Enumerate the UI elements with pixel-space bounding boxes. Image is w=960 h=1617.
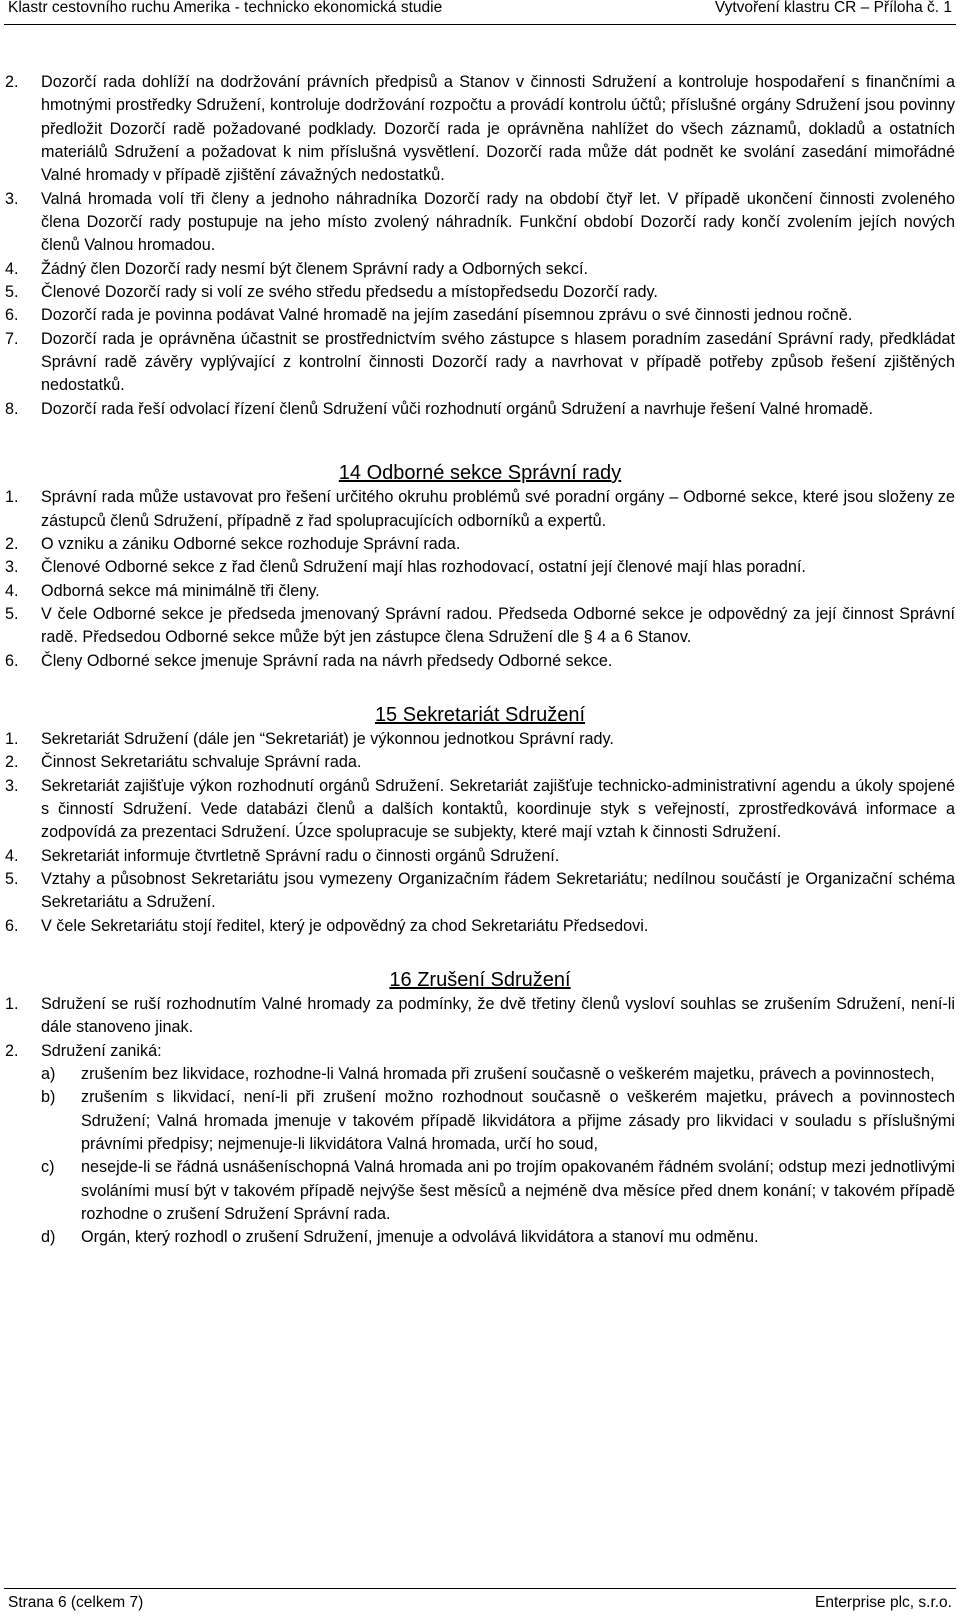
item-number: 7. <box>5 329 19 348</box>
item-text: V čele Odborné sekce je předseda jmenovaný Správní radou. Předseda Odborné sekce je odpovědný za její činnost Správní radě. Předsedou Odborné sekce může být jen zástupce člena Sdružení dle § 4 a 6 Stanov. <box>41 604 955 647</box>
list-item <box>5 556 955 579</box>
header-annex-label: Vytvoření klastru CR – Příloha č. 1 <box>714 0 952 16</box>
sub-item-letter: d) <box>41 1228 56 1247</box>
item-text: Dozorčí rada je povinna podávat Valné hromadě na jejím zasedání písemnou zprávu o své činnosti jednou ročně. <box>41 306 853 325</box>
item-number: 4. <box>5 581 19 600</box>
list-item <box>5 258 955 281</box>
list-item <box>5 188 955 258</box>
item-number: 5. <box>5 283 19 302</box>
item-number: 6. <box>5 651 19 670</box>
sub-item-text: zrušením bez likvidace, rozhodne-li Valná hromada při zrušení současně o veškerém majetku, právech a povinnostech, <box>81 1065 935 1084</box>
item-number: 5. <box>5 604 19 623</box>
item-text: Sdružení zaniká: <box>41 1041 162 1060</box>
item-text: Správní rada může ustavovat pro řešení určitého okruhu problémů své poradní orgány – Odborné sekce, které jsou složeny ze zástupců členů Sdružení, případně z řad spolupracujících odborníků a expertů. <box>41 488 955 530</box>
item-text: Činnost Sekretariátu schvaluje Správní rada. <box>41 753 362 772</box>
item-number: 3. <box>5 776 19 795</box>
item-number: 2. <box>5 1041 19 1060</box>
section-13-continued <box>5 71 955 421</box>
sub-item-letter: a) <box>41 1065 56 1084</box>
item-number: 2. <box>5 753 19 772</box>
page-footer <box>4 1588 956 1611</box>
list-item <box>5 486 955 533</box>
spacer <box>5 673 955 703</box>
item-text: Členové Odborné sekce z řad členů Sdružení mají hlas rozhodovací, ostatní její členové mají hlas poradní. <box>41 558 806 577</box>
item-number: 5. <box>5 869 19 888</box>
list-item <box>5 868 955 915</box>
sub-list-item <box>41 1063 955 1086</box>
item-text: Odborná sekce má minimálně tři členy. <box>41 581 320 600</box>
item-number: 8. <box>5 399 19 418</box>
item-number: 2. <box>5 73 19 91</box>
item-number: 1. <box>5 488 19 507</box>
sub-item-text: zrušením s likvidací, není-li při zrušení možno rozhodnout současně o veškerém majetku, právech a povinnostech Sdružení; Valná hromada jmenuje v takovém případě likvidátora a přijme zásady pro likvidaci v souladu s příslušnými právními předpisy; nejmenuje-li likvidátora Valná hromada, určí ho soud, <box>81 1088 955 1154</box>
item-number: 6. <box>5 916 19 935</box>
item-text: Valná hromada volí tři členy a jednoho náhradníka Dozorčí rady na období čtyř let. V případě ukončení činnosti zvoleného člena Dozorčí rady postupuje na jeho místo zvolený náhradník. Funkční období Dozorčí rady končí zvolením jejích nových členů Valnou hromadou. <box>41 189 955 255</box>
item-text: Dozorčí rada dohlíží na dodržování právních předpisů a Stanov v činnosti Sdružení a kontroluje hospodaření s finančními a hmotnými prostředky Sdružení, kontroluje dodržování rozpočtu a provádí kontrolu účtů; příslušné orgány Sdružení jsou povinny předložit Dozorčí radě požadované podklady. Dozorčí rada je oprávněna nahlížet do všech záznamů, dokladů a ostatních materiálů Sdružení a požadovat k nim příslušná vysvětlení. Dozorčí rada může dát podnět ke svolání zasedání mimořádné Valné hromady v případě zjištění závažných nedostatků. <box>41 73 955 185</box>
spacer <box>5 421 955 461</box>
item-text: Sekretariát informuje čtvrtletně Správní radu o činnosti orgánů Sdružení. <box>41 846 560 865</box>
list-item <box>5 580 955 603</box>
list-item <box>5 915 955 938</box>
list-item <box>5 845 955 868</box>
list-item <box>5 533 955 556</box>
list-item <box>5 304 955 327</box>
item-text: Členové Dozorčí rady si volí ze svého středu předsedu a místopředsedu Dozorčí rady. <box>41 283 658 302</box>
item-number: 1. <box>5 729 19 748</box>
list-item <box>5 993 955 1040</box>
list-item <box>5 603 955 650</box>
item-text: V čele Sekretariátu stojí ředitel, který je odpovědný za chod Sekretariátu Předsedovi. <box>41 916 649 935</box>
section-16 <box>5 993 955 1250</box>
item-number: 1. <box>5 995 19 1013</box>
sub-list-item <box>41 1086 955 1156</box>
sub-item-letter: b) <box>41 1088 56 1107</box>
list-item <box>5 751 955 774</box>
item-number: 3. <box>5 189 19 208</box>
sub-list-item <box>41 1156 955 1226</box>
page-header <box>4 0 956 25</box>
list-item <box>5 728 955 751</box>
section-14 <box>5 486 955 673</box>
sub-item-text: nesejde-li se řádná usnášeníschopná Valná hromada ani po trojím opakovaném řádném svolání; odstup mezi jednotlivými svoláními musí být v takovém případě nejvýše šest měsíců a nejméně dva měsíce před dnem konání; v takovém případě rozhodne o zrušení Sdružení Správní rada. <box>81 1158 955 1224</box>
section-heading-16: 16 Zrušení Sdružení <box>389 969 571 991</box>
header-document-title: Klastr cestovního ruchu Amerika - technicko ekonomická studie <box>8 0 443 16</box>
item-text: Členy Odborné sekce jmenuje Správní rada na návrh předsedy Odborné sekce. <box>41 651 613 670</box>
item-text: O vzniku a zániku Odborné sekce rozhoduje Správní rada. <box>41 534 461 553</box>
item-text: Sekretariát zajišťuje výkon rozhodnutí orgánů Sdružení. Sekretariát zajišťuje technicko-administrativní agendu a úkoly spojené s činností Sdružení. Vede databázi členů a dalších kontaktů, koordinuje styk s veřejností, zprostředkovává informace a zodpovídá za prezentaci Sdružení. Úzce spolupracuje se subjekty, které mají vztah k činnosti Sdružení. <box>41 776 955 842</box>
list-item <box>5 281 955 304</box>
section-heading-14: 14 Odborné sekce Správní rady <box>338 462 622 485</box>
section-15 <box>5 728 955 938</box>
list-item <box>5 775 955 845</box>
spacer <box>5 938 955 968</box>
item-text: Vztahy a působnost Sekretariátu jsou vymezeny Organizačním řádem Sekretariátu; nedílnou součástí je Organizační schéma Sekretariátu a Sdružení. <box>41 869 955 912</box>
list-item <box>5 650 955 673</box>
document-body <box>5 71 955 1250</box>
item-number: 6. <box>5 306 19 325</box>
footer-company: Enterprise plc, s.r.o. <box>815 1594 952 1611</box>
item-text: Dozorčí rada řeší odvolací řízení členů Sdružení vůči rozhodnutí orgánů Sdružení a navrhuje řešení Valné hromadě. <box>41 399 874 418</box>
list-item <box>5 71 955 188</box>
sub-item-letter: c) <box>41 1158 55 1177</box>
item-number: 4. <box>5 846 19 865</box>
item-text: Dozorčí rada je oprávněna účastnit se prostřednictvím svého zástupce s hlasem poradním zasedání Správní rady, předkládat Správní radě závěry vyplývající z kontrolní činnosti Dozorčí rady a navrhovat v případě potřeby způsob řešení zjištěných nedostatků. <box>41 329 955 395</box>
item-text: Sekretariát Sdružení (dále jen “Sekretariát) je výkonnou jednotkou Správní rady. <box>41 729 614 748</box>
item-number: 4. <box>5 259 19 278</box>
list-item <box>5 328 955 398</box>
sub-item-text: Orgán, který rozhodl o zrušení Sdružení, jmenuje a odvolává likvidátora a stanoví mu odměnu. <box>81 1228 759 1247</box>
list-item <box>5 1040 955 1063</box>
item-text: Sdružení se ruší rozhodnutím Valné hromady za podmínky, že dvě třetiny členů vysloví souhlas se zrušením Sdružení, není-li dále stanoveno jinak. <box>41 995 955 1037</box>
page-number: Strana 6 (celkem 7) <box>8 1594 144 1611</box>
list-item <box>5 398 955 421</box>
section-heading-15: 15 Sekretariát Sdružení <box>374 703 586 726</box>
item-text: Žádný člen Dozorčí rady nesmí být členem Správní rady a Odborných sekcí. <box>41 259 589 278</box>
sub-list-item <box>41 1226 955 1249</box>
item-number: 3. <box>5 558 19 577</box>
item-number: 2. <box>5 534 19 553</box>
